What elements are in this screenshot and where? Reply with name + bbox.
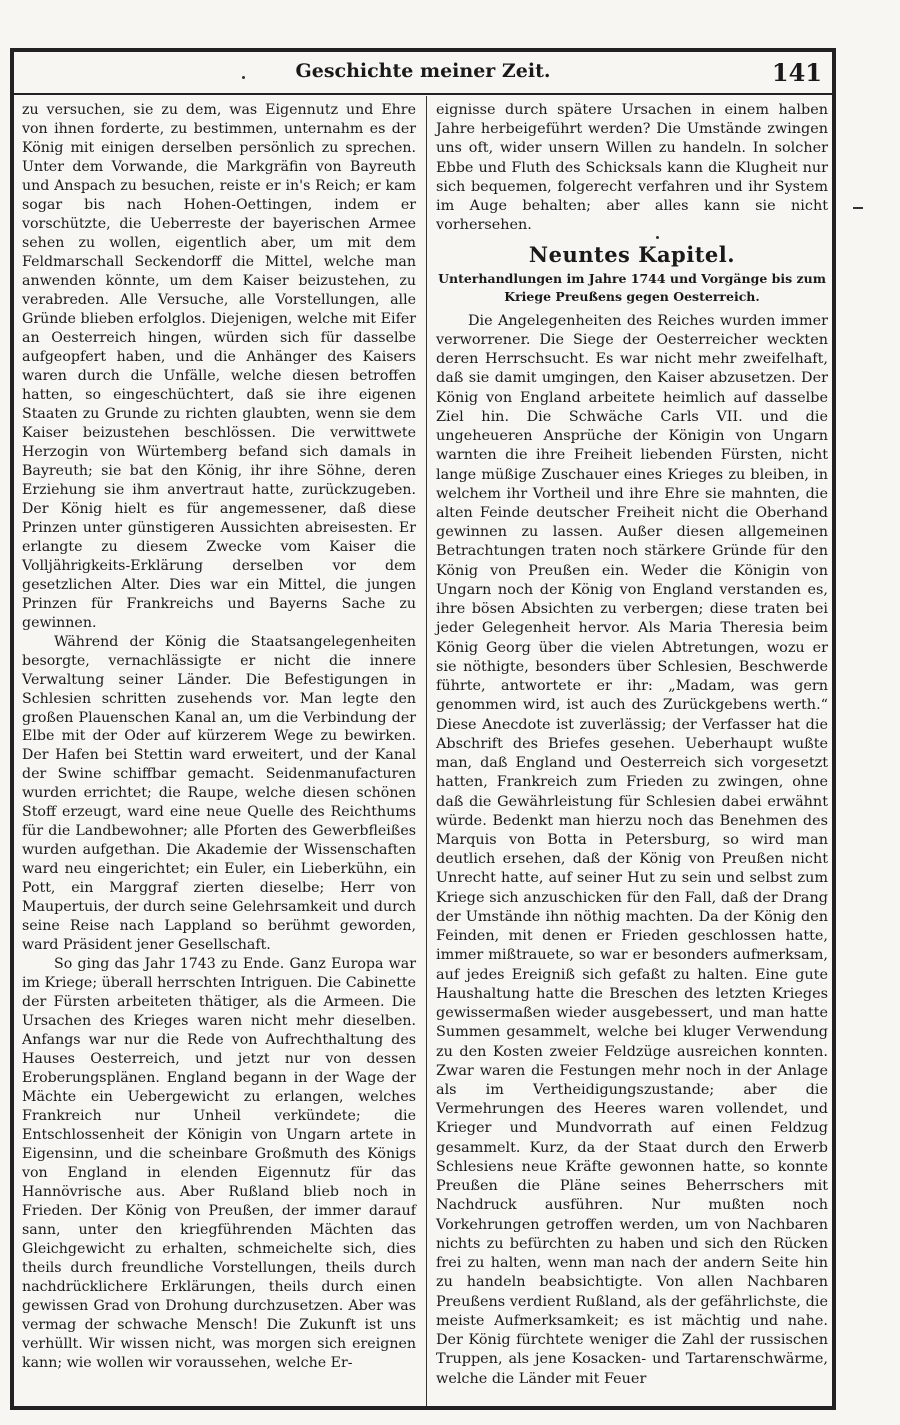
running-title: Geschichte meiner Zeit. [295,60,551,82]
paragraph: eignisse durch spätere Ursachen in einem halben Jahre herbeigeführt werden? Die Umstände zwingen uns oft, wider unsern Willen zu handeln. In solcher Ebbe und Fluth des Schicksals kann die Klugheit nur sich bequemen, folgerecht verfahren und ihr System im Auge behalten; aber alles kann sie nicht vorhersehen. [436,102,828,234]
running-head [10,58,836,88]
chapter-title: Neuntes Kapitel. [528,241,736,267]
ink-speck [656,236,659,239]
paragraph: zu versuchen, sie zu dem, was Eigennutz und Ehre von ihnen forderte, zu bestimmen, unternahm es der König mit einigen derselben persönlich zu sprechen. Unter dem Vorwande, die Markgräfin von Bayreuth und Anspach zu besuchen, reiste er in's Reich; er kam sogar bis nach Hohen-Oettingen, indem er vorschützte, die Ueberreste der bayerischen Armee sehen zu wollen, eigentlich aber, um mit dem Feldmarschall Seckendorff die Mittel, welche man anwenden könnte, um dem Kaiser beizustehen, zu verabreden. Alle Versuche, alle Vorstellungen, alle Gründe blieben erfolglos. Diejenigen, welche mit Eifer an Oesterreich hingen, würden sich für dasselbe aufgeopfert haben, und die Anhänger des Kaisers waren durch die Unfälle, welche diesen betroffen hatten, so eingeschüchtert, daß sie ihre eigenen Staaten zu Grunde zu richten glaubten, wenn sie dem Kaiser beizustehen beschlössen. Die verwittwete Herzogin von Würtemberg befand sich damals in Bayreuth; sie bat den König, ihr ihre Söhne, deren Erziehung sie ihm anvertraut hatte, zurückzugeben. Der König hielt es für angemessener, daß diese Prinzen unter günstigeren Aussichten abreisesten. Er erlangte zu diesem Zwecke vom Kaiser die Volljährigkeits-Erklärung derselben vor dem gesetzlichen Alter. Dies war ein Mittel, die jungen Prinzen für Frankreichs und Bayerns Sache zu gewinnen. [22,102,416,631]
column-divider [426,96,427,1406]
ink-speck [242,76,245,79]
paragraph: Die Angelegenheiten des Reiches wurden immer verworrener. Die Siege der Oesterreicher weckten deren Herrschsucht. Es war nicht mehr zweifelhaft, daß sie damit umgingen, den Kaiser abzusetzen. Der König von England arbeitete heimlich auf dasselbe Ziel hin. Die Schwäche Carls VII. und die ungeheueren Ansprüche der Königin von Ungarn warnten die ihre Freiheit liebenden Fürsten, nicht lange müßige Zuschauer eines Krieges zu bleiben, in welchem ihr Vortheil und ihre Ehre sie mahnten, die alten Feinde deutscher Freiheit nicht die Oberhand gewinnen zu lassen. Außer diesen allgemeinen Betrachtungen traten noch stärkere Gründe für den König von Preußen ein. Weder die Königin von Ungarn noch der König von England verstanden es, ihre bösen Absichten zu verbergen; diese traten bei jeder Gelegenheit hervor. Als Maria Theresia beim König Georg über die vielen Abtretungen, wozu er sie nöthigte, besonders über Schlesien, Beschwerde führte, antwortete er ihr: „Madam, was gern genommen wird, ist auch des Zurückgebens werth.“ Diese Anecdote ist zuverlässig; der Verfasser hat die Abschrift des Briefes gesehen. Ueberhaupt wußte man, daß England und Oesterreich sich vorgesetzt hatten, Frankreich zum Frieden zu zwingen, ohne daß die Gewährleistung für Schlesien dabei erwähnt würde. Bedenkt man hierzu noch das Benehmen des Marquis von Botta in Petersburg, so wird man deutlich ersehen, daß der König von Preußen nicht Unrecht hatte, auf seiner Hut zu sein und selbst zum Kriege sich anzuschicken für den Fall, daß der Drang der Umstände ihn nöthig machten. Da der König den Feinden, mit denen er Frieden geschlossen hatte, immer mißtrauete, so war er besonders aufmerksam, auf jedes Ereigniß sich gefaßt zu halten. Eine gute Haushaltung hatte die Breschen des letzten Krieges gewissermaßen wieder ausgebessert, und man hatte Summen gesammelt, welche bei kluger Verwendung zu den Kosten zweier Feldzüge ausreichen konnten. Zwar waren die Festungen mehr noch in der Anlage als im Vertheidigungszustande; aber die Vermehrungen des Heeres waren vollendet, und Krieger und Mundvorrath auf einen Feldzug gesammelt. Kurz, da der Staat durch den Erwerb Schlesiens neue Kräfte gewonnen hatte, so konnte Preußen die Pläne seines Beherrschers mit Nachdruck ausführen. Nur mußten noch Vorkehrungen getroffen werden, um von Nachbaren nichts zu befürchten zu haben und sich den Rücken frei zu halten, wenn man nach der andern Seite hin zu handeln beabsichtigte. Von allen Nachbaren Preußens verdient Rußland, als der gefährlichste, die meiste Aufmerksamkeit; es ist mächtig und nahe. Der König fürchtete weniger die Zahl der russischen Truppen, als jene Kosacken- und Tartarenschwärme, welche die Länder mit Feuer [436,312,828,1387]
header-rule [10,93,836,95]
paragraph: So ging das Jahr 1743 zu Ende. Ganz Europa war im Kriege; überall herrschten Intriguen. Die Cabinette der Fürsten arbeiteten thätiger, als die Armeen. Die Ursachen des Krieges waren nicht mehr dieselben. Anfangs war nur die Rede von Aufrechthaltung des Hauses Oesterreich, und jetzt nur von dessen Eroberungsplänen. England begann in der Wage der Mächte ein Uebergewicht zu erlangen, welches Frankreich nur Unheil verkündete; die Entschlossenheit der Königin von Ungarn artete in Eigensinn, und die scheinbare Großmuth des Königs von England in elenden Eigennutz für das Hannövrische aus. Aber Rußland blieb noch in Frieden. Der König von Preußen, der immer darauf sann, unter den kriegführenden Mächten das Gleichgewicht zu erhalten, schmeichelte sich, dies theils durch freundliche Vorstellungen, theils durch nachdrücklichere Erklärungen, theils durch einen gewissen Grad von Drohung durchzusetzen. Aber was vermag der schwache Mensch! Die Zukunft ist uns verhüllt. Wir wissen nicht, was morgen sich ereignen kann; wie wollen wir voraussehen, welche Er- [22,956,416,1371]
left-column [22,101,416,1373]
right-column [436,101,828,1389]
chapter-summary: Unterhandlungen im Jahre 1744 und Vorgänge bis zum Kriege Preußens gegen Oesterreich. [438,270,826,304]
paragraph: Während der König die Staatsangelegenheiten besorgte, vernachlässigte er nicht die innere Verwaltung seiner Länder. Die Befestigungen in Schlesien schritten zusehends vor. Man legte den großen Plauenschen Kanal an, um die Verbindung der Elbe mit der Oder auf kürzerem Wege zu bewirken. Der Hafen bei Stettin ward erweitert, und der Kanal der Swine schiffbar gemacht. Seidenmanufacturen wurden errichtet; die Raupe, welche diesen schönen Stoff erzeugt, ward eine neue Quelle des Reichthums für die Landbewohner; alle Pforten des Gewerbfleißes wurden aufgethan. Die Akademie der Wissenschaften ward neu eingerichtet; ein Euler, ein Lieberkühn, ein Pott, ein Marggraf zierten dieselbe; Herr von Maupertuis, der durch seine Gelehrsamkeit und durch seine Reise nach Lappland so berühmt geworden, ward Präsident jener Gesellschaft. [22,633,416,954]
margin-mark [853,207,863,209]
page-number: 141 [771,58,822,87]
